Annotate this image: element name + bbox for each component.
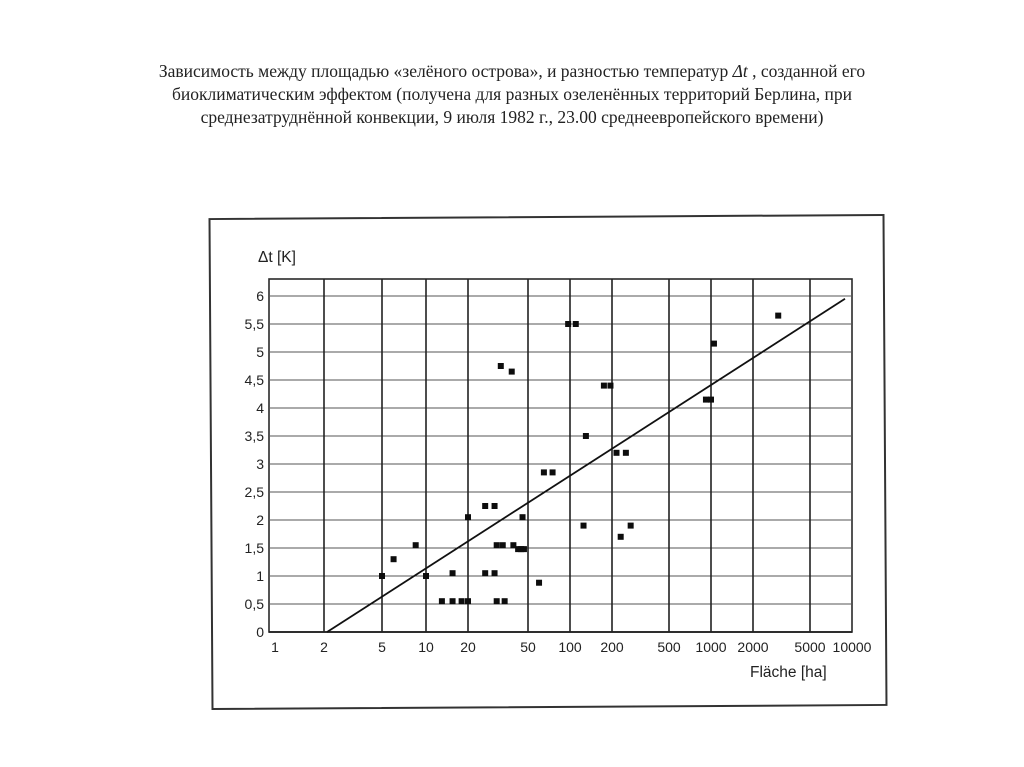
data-point bbox=[502, 598, 508, 604]
caption-text: , созданной его bbox=[747, 61, 866, 81]
x-tick-label: 20 bbox=[460, 639, 476, 655]
data-point bbox=[509, 369, 515, 375]
caption-line-3: среднезатруднённой конвекции, 9 июля 1982 г., 23.00 среднеевропейского времени) bbox=[200, 107, 824, 127]
data-point bbox=[565, 321, 571, 327]
y-tick-label: 4,5 bbox=[244, 372, 264, 388]
data-point bbox=[482, 503, 488, 509]
y-tick-label: 2,5 bbox=[244, 484, 264, 500]
data-point bbox=[450, 598, 456, 604]
data-point bbox=[413, 542, 419, 548]
x-tick-label: 500 bbox=[657, 639, 681, 655]
y-tick-label: 3 bbox=[256, 456, 264, 472]
data-point bbox=[708, 397, 714, 403]
data-point bbox=[500, 542, 506, 548]
x-tick-label: 200 bbox=[600, 639, 624, 655]
data-point bbox=[450, 570, 456, 576]
x-tick-label: 1 bbox=[271, 639, 279, 655]
y-tick-label: 2 bbox=[256, 512, 264, 528]
y-tick-label: 3,5 bbox=[244, 428, 264, 444]
data-point bbox=[459, 598, 465, 604]
caption-delta-symbol: Δt bbox=[732, 61, 748, 81]
x-tick-label: 10 bbox=[418, 639, 434, 655]
caption-text: Зависимость между площадью «зелёного острова», и разностью температур bbox=[158, 61, 733, 81]
data-point bbox=[439, 598, 445, 604]
data-point bbox=[607, 383, 613, 389]
caption-line-2: биоклиматическим эффектом (получена для разных озеленённых территорий Берлина, при bbox=[171, 84, 853, 104]
y-tick-label: 5,5 bbox=[244, 316, 264, 332]
data-point bbox=[492, 570, 498, 576]
data-point bbox=[601, 383, 607, 389]
y-tick-label: 1 bbox=[256, 568, 264, 584]
data-point bbox=[775, 313, 781, 319]
y-tick-label: 5 bbox=[256, 344, 264, 360]
data-point bbox=[423, 573, 429, 579]
x-tick-label: 2 bbox=[320, 639, 328, 655]
data-point bbox=[623, 450, 629, 456]
x-tick-label: 1000 bbox=[695, 639, 727, 655]
data-point bbox=[521, 546, 527, 552]
x-tick-label: 10000 bbox=[832, 639, 872, 655]
y-tick-label: 1,5 bbox=[244, 540, 264, 556]
data-point bbox=[498, 363, 504, 369]
regression-line bbox=[327, 299, 845, 632]
y-tick-label: 4 bbox=[256, 400, 264, 416]
x-tick-label: 100 bbox=[558, 639, 582, 655]
y-axis-title: Δt [K] bbox=[258, 249, 296, 266]
data-point bbox=[618, 534, 624, 540]
plot-border bbox=[269, 279, 852, 632]
x-axis-title: Fläche [ha] bbox=[750, 664, 827, 681]
data-point bbox=[573, 321, 579, 327]
x-tick-label: 5 bbox=[378, 639, 386, 655]
data-point bbox=[711, 341, 717, 347]
data-point bbox=[613, 450, 619, 456]
data-point bbox=[379, 573, 385, 579]
y-axis-ticks bbox=[245, 288, 265, 640]
data-point bbox=[494, 542, 500, 548]
data-point bbox=[391, 556, 397, 562]
data-point bbox=[465, 598, 471, 604]
grid-lines bbox=[269, 279, 852, 632]
y-tick-label: 0,5 bbox=[244, 596, 264, 612]
x-tick-label: 2000 bbox=[737, 639, 769, 655]
data-point bbox=[536, 580, 542, 586]
data-point bbox=[482, 570, 488, 576]
data-point bbox=[550, 469, 556, 475]
data-point bbox=[492, 503, 498, 509]
y-tick-label: 6 bbox=[256, 288, 264, 304]
data-point bbox=[494, 598, 500, 604]
data-point bbox=[628, 523, 634, 529]
data-point bbox=[581, 523, 587, 529]
y-tick-label: 0 bbox=[256, 624, 264, 640]
x-tick-label: 50 bbox=[520, 639, 536, 655]
data-point bbox=[583, 433, 589, 439]
x-tick-label: 5000 bbox=[794, 639, 826, 655]
x-axis-ticks bbox=[271, 639, 872, 655]
data-point bbox=[465, 514, 471, 520]
data-point bbox=[541, 469, 547, 475]
data-point bbox=[520, 514, 526, 520]
